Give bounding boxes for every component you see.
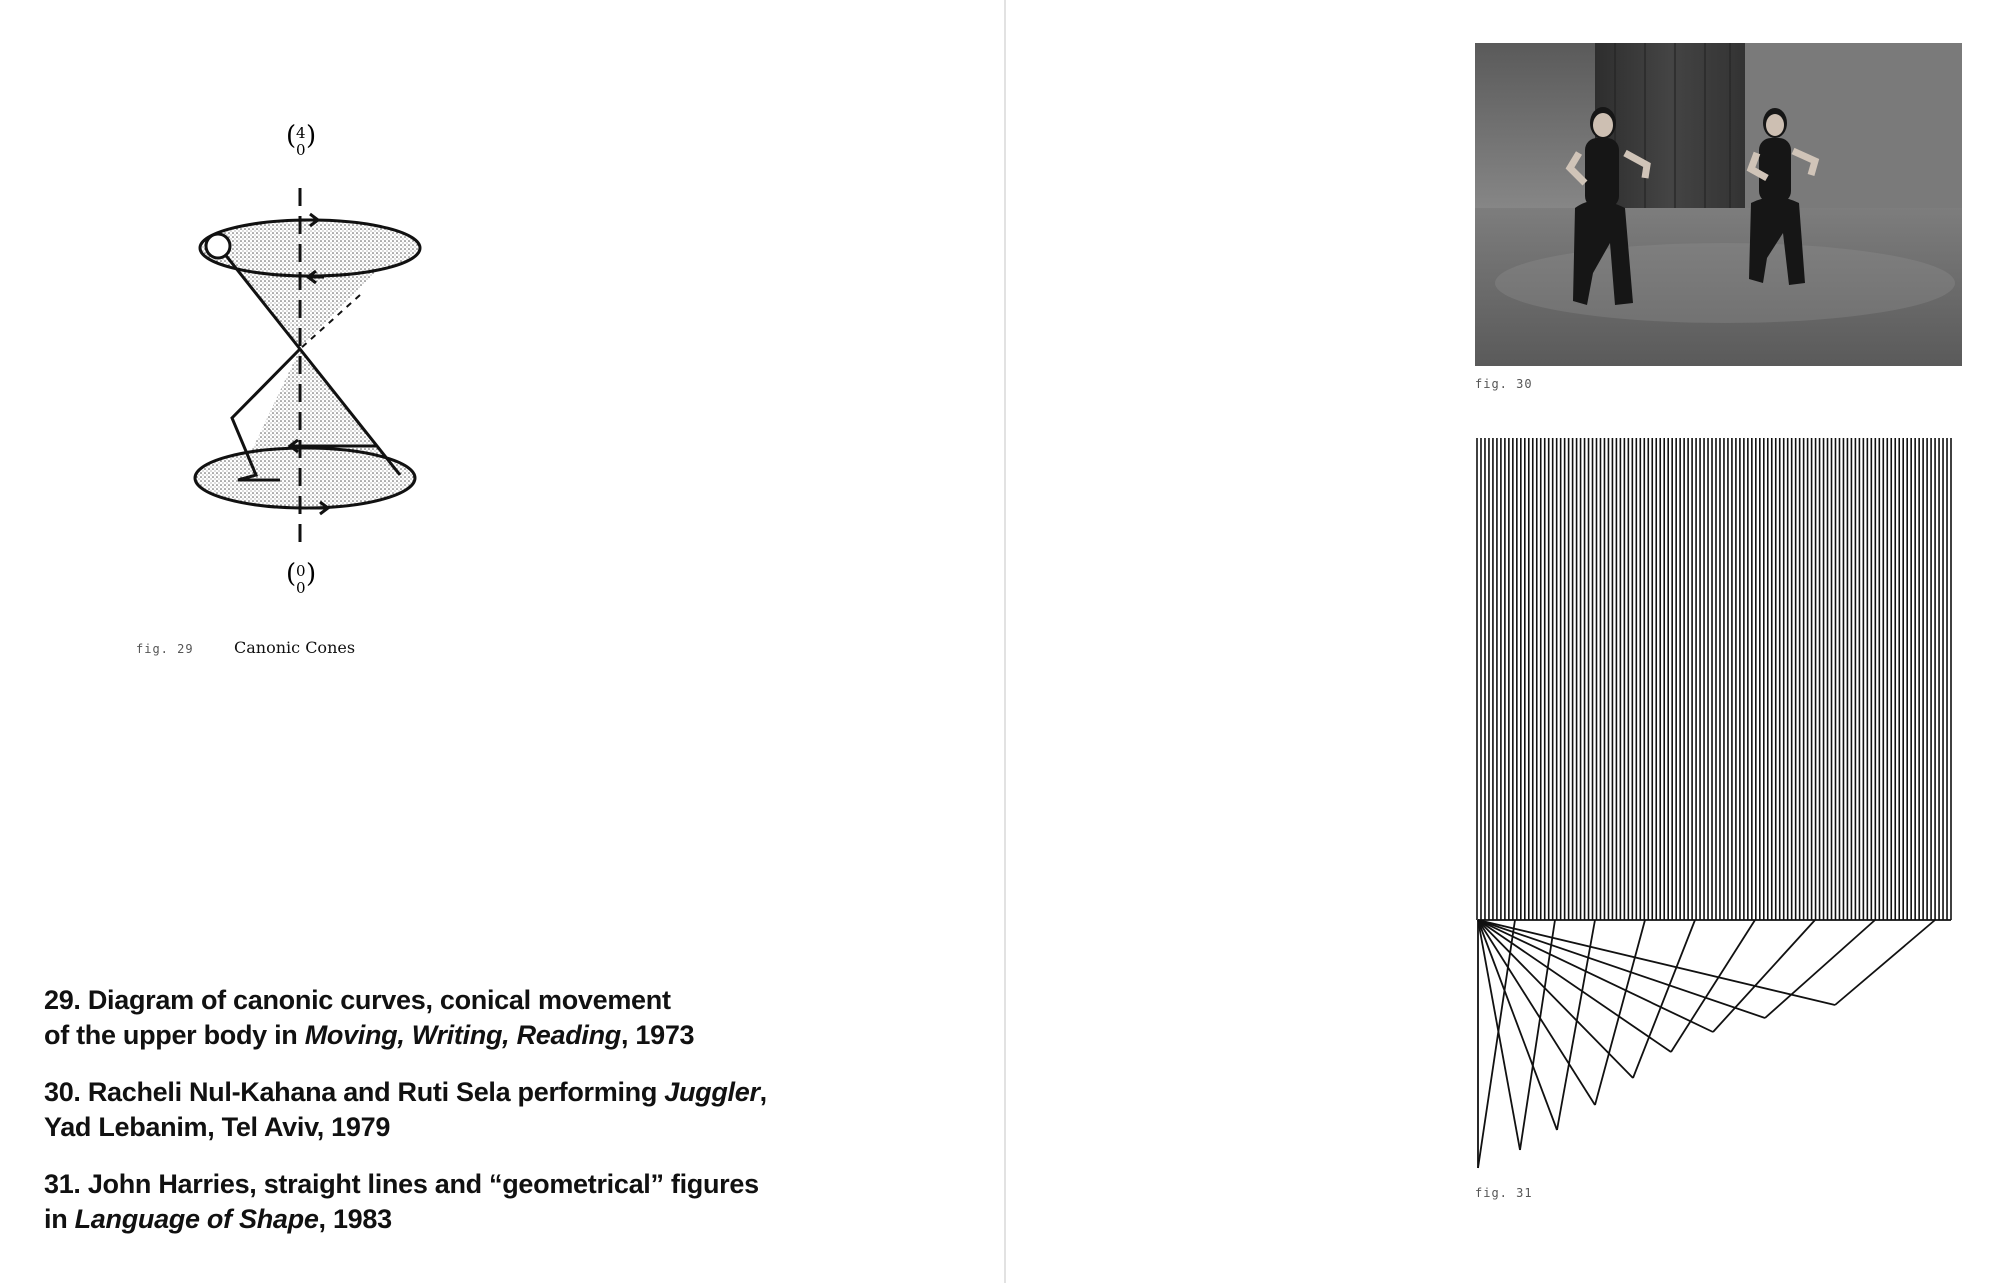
caption-30: 30. Racheli Nul-Kahana and Ruti Sela performing Juggler, Yad Lebanim, Tel Aviv, 1979	[44, 1077, 767, 1142]
cross-line	[1671, 920, 1755, 1052]
bottom-binomial-lower: 0	[296, 579, 306, 597]
fan-line	[1478, 920, 1765, 1018]
fan-line	[1478, 920, 1633, 1078]
caption-31: 31. John Harries, straight lines and “geometrical” figures in Language of Shape, 1983	[44, 1169, 759, 1234]
lower-cone	[195, 349, 415, 514]
figure-29-title: Canonic Cones	[234, 638, 356, 657]
svg-text:): )	[306, 121, 317, 151]
figure-30-number: fig. 30	[1475, 377, 1533, 391]
caption-29: 29. Diagram of canonic curves, conical movement of the upper body in Moving, Writing, Reading, 1973	[44, 985, 695, 1050]
cross-line	[1835, 920, 1935, 1005]
right-page	[1006, 0, 2000, 1283]
svg-text:(: (	[286, 559, 297, 589]
caption-list	[44, 983, 844, 1259]
cross-line	[1713, 920, 1815, 1032]
top-binomial-upper: 4	[296, 124, 306, 142]
bottom-binomial-label	[286, 559, 316, 597]
bottom-binomial-upper: 0	[296, 562, 306, 580]
cross-line	[1557, 920, 1595, 1130]
svg-text:): )	[306, 559, 317, 589]
figure-31-number: fig. 31	[1475, 1186, 1533, 1200]
figure-29-number: fig. 29	[136, 642, 194, 656]
pivot-circle	[206, 234, 230, 258]
top-binomial-label	[286, 121, 316, 159]
svg-text:(: (	[286, 121, 297, 151]
canonic-cones-diagram	[160, 120, 460, 620]
top-binomial-lower: 0	[296, 141, 306, 159]
fan-line	[1478, 920, 1835, 1005]
cross-line	[1595, 920, 1645, 1105]
straight-lines-figure	[1475, 430, 1955, 1170]
upper-cone	[200, 214, 420, 349]
cross-line	[1765, 920, 1875, 1018]
dancers-photo	[1475, 43, 1962, 366]
cross-line	[1478, 920, 1515, 1168]
